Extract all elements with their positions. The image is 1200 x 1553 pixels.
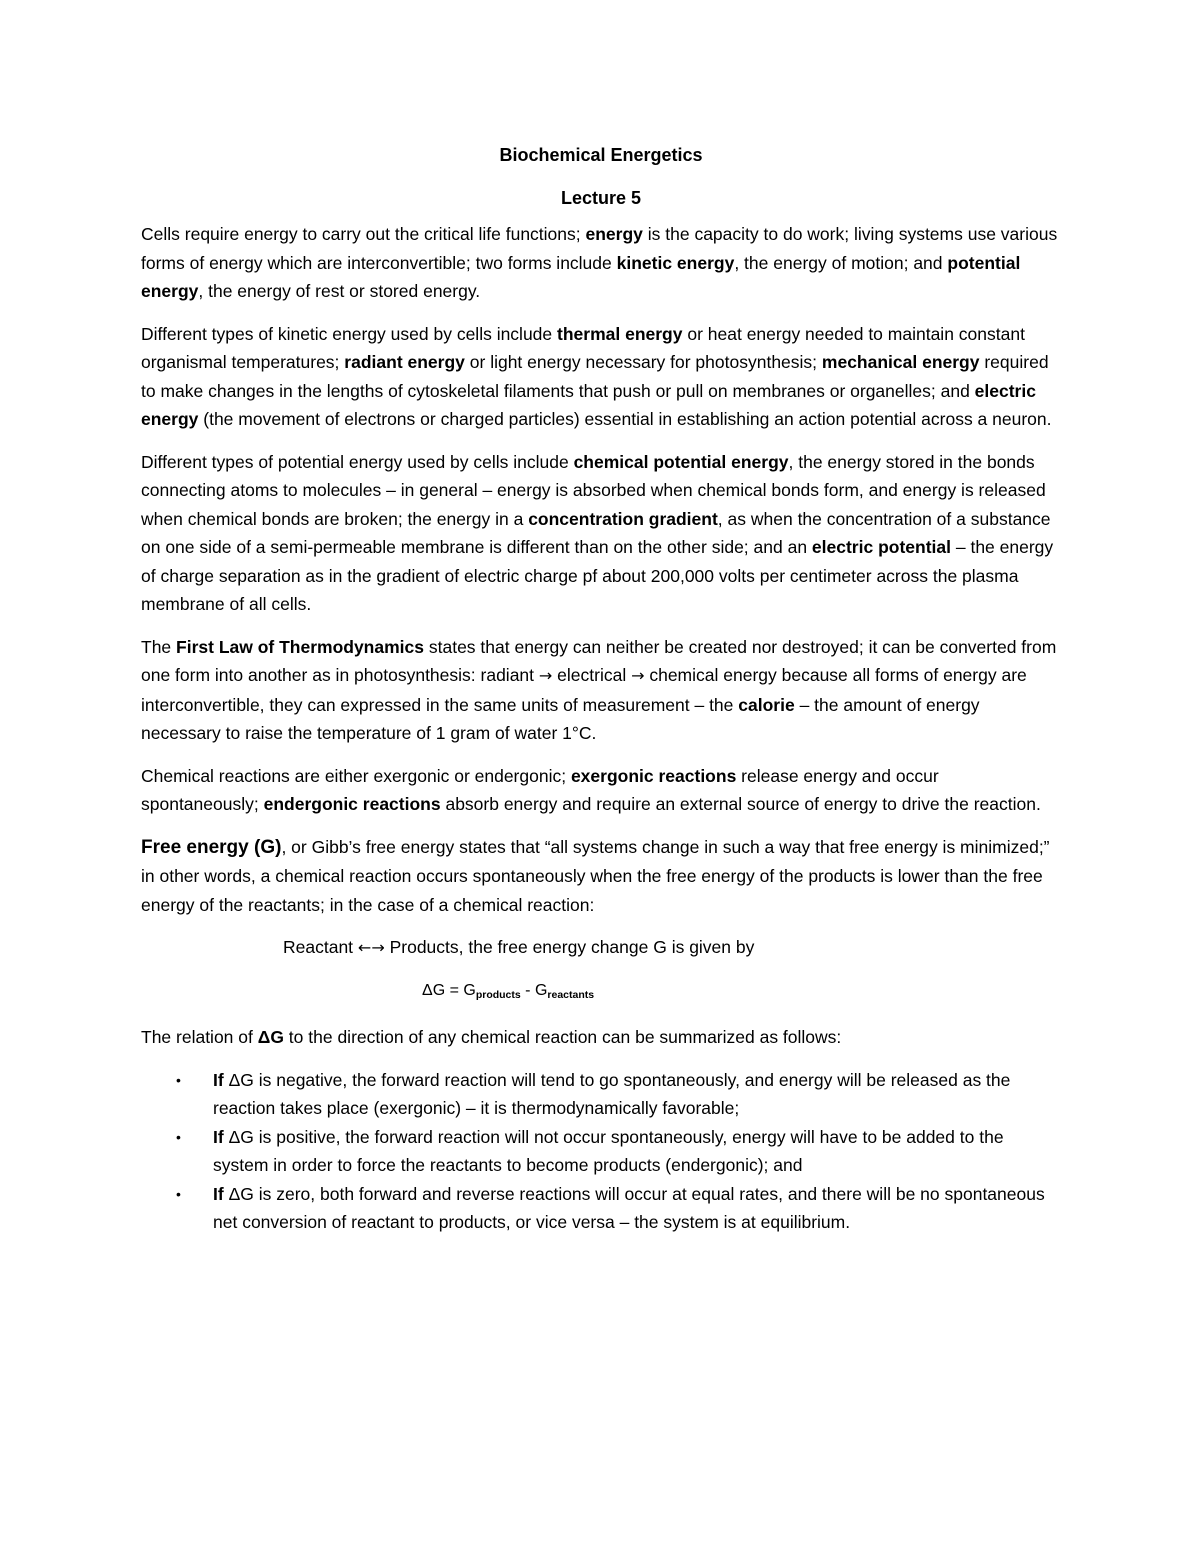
- bullet-icon: •: [176, 1185, 181, 1202]
- paragraph-reaction-types: [141, 762, 1061, 819]
- text: Different types of kinetic energy used by cells include: [141, 323, 558, 344]
- text: – the amount of energy necessary to raise the temperature of 1 gram of water 1°C.: [141, 694, 980, 743]
- term-thermal-energy: thermal energy: [557, 323, 683, 344]
- list-item-text: ΔG is zero, both forward and reverse reactions will occur at equal rates, and there will be no spontaneous net conversion of reactant to products, or vice versa – the system is at equilibrium.: [213, 1183, 1045, 1232]
- subscript-reactants: reactants: [547, 988, 595, 1001]
- text: (the movement of electrons or charged particles) essential in establishing an action potential across a neuron.: [198, 409, 1052, 429]
- list-item: [141, 1123, 1061, 1180]
- text: The: [141, 636, 177, 657]
- term-mechanical-energy: mechanical energy: [821, 352, 980, 372]
- paragraph-energy-forms: [141, 220, 1061, 306]
- term-free-energy: Free energy (G): [141, 836, 282, 858]
- text: absorb energy and require an external source of energy to drive the reaction.: [440, 794, 1041, 814]
- term-calorie: calorie: [738, 694, 795, 715]
- document-page: [141, 138, 1061, 1237]
- text: Products, the free energy change G is given by: [384, 937, 755, 957]
- paragraph-potential-types: [141, 448, 1061, 619]
- delta-g-list: [141, 1066, 1061, 1237]
- text: required to make changes in the lengths of cytoskeletal filaments that push or pull on membranes or organelles; and: [141, 352, 1049, 401]
- text: , the energy stored in the bonds connecting atoms to molecules – in general – energy is absorbed when chemical bonds form, and energy is released when chemical bonds are broken; the energy in a: [141, 451, 1046, 529]
- text: , the energy of rest or stored energy.: [198, 281, 481, 301]
- subscript-products: products: [475, 988, 521, 1001]
- equation-lhs: ΔG = G: [422, 981, 476, 999]
- term-electric-energy: electric energy: [141, 380, 1036, 429]
- list-item: [141, 1180, 1061, 1237]
- term-electric-potential: electric potential: [811, 537, 951, 557]
- term-exergonic: exergonic reactions: [570, 765, 737, 786]
- text: , as when the concentration of a substance on one side of a semi-permeable membrane is different than on the other side; and an: [141, 508, 1051, 557]
- text: or heat energy needed to maintain constant organismal temperatures;: [141, 323, 1025, 372]
- list-item: [141, 1066, 1061, 1123]
- term-radiant-energy: radiant energy: [344, 352, 465, 372]
- term-concentration-gradient: concentration gradient: [528, 508, 718, 529]
- text: is the capacity to do work; living systems use various forms of energy which are interconvertible; two forms include: [141, 224, 1058, 273]
- bullet-icon: •: [176, 1128, 181, 1145]
- document-subtitle: Lecture 5: [560, 188, 642, 208]
- term-chemical-potential-energy: chemical potential energy: [573, 451, 789, 472]
- list-item-text: ΔG is positive, the forward reaction will not occur spontaneously, energy will have to be added to the system in order to force the reactants to become products (endergonic); and: [213, 1126, 1004, 1175]
- paragraph-kinetic-types: [141, 320, 1061, 434]
- text: to the direction of any chemical reaction can be summarized as follows:: [283, 1027, 842, 1047]
- text: The relation of: [141, 1027, 258, 1047]
- text: – the energy of charge separation as in the gradient of electric charge pf about 200,000 volts per centimeter across the plasma membrane of all cells.: [141, 537, 1054, 614]
- reaction-equation: [141, 933, 1061, 963]
- double-arrow-icon: ←→: [357, 938, 385, 957]
- text: Reactant: [283, 937, 358, 957]
- paragraph-first-law: [141, 633, 1061, 748]
- list-item-text: ΔG is negative, the forward reaction will tend to go spontaneously, and energy will be released as the reaction takes place (exergonic) – it is thermodynamically favorable;: [213, 1069, 1011, 1118]
- term-energy: energy: [585, 224, 643, 244]
- list-item-lead: If: [213, 1126, 224, 1147]
- list-item-lead: If: [213, 1183, 224, 1204]
- text: , the energy of motion; and: [734, 252, 948, 273]
- term-first-law: First Law of Thermodynamics: [176, 636, 424, 657]
- right-arrow-icon: →: [631, 666, 645, 685]
- paragraph-relation: [141, 1023, 1061, 1052]
- document-title: Biochemical Energetics: [499, 145, 703, 165]
- term-potential-energy: potential energy: [141, 252, 1021, 301]
- text: electrical: [552, 665, 632, 685]
- equation-mid: - G: [520, 981, 548, 999]
- text: Chemical reactions are either exergonic or endergonic;: [141, 765, 571, 786]
- term-delta-g: ΔG: [257, 1027, 284, 1047]
- bullet-icon: •: [176, 1071, 181, 1088]
- text: or light energy necessary for photosynthesis;: [464, 352, 822, 372]
- delta-g-equation: [141, 977, 1061, 1010]
- term-kinetic-energy: kinetic energy: [616, 252, 735, 273]
- right-arrow-icon: →: [538, 666, 553, 685]
- term-endergonic: endergonic reactions: [263, 794, 441, 814]
- list-item-lead: If: [213, 1069, 224, 1090]
- text: chemical energy because all forms of energy are interconvertible, they can expressed in the same units of measurement – the: [141, 665, 1027, 715]
- paragraph-free-energy: [141, 833, 1061, 920]
- text: Cells require energy to carry out the critical life functions;: [141, 224, 586, 244]
- text: Different types of potential energy used by cells include: [141, 451, 574, 472]
- text: release energy and occur spontaneously;: [141, 765, 939, 814]
- text: , or Gibb’s free energy states that “all systems change in such a way that free energy is minimized;” in other words, a chemical reaction occurs spontaneously when the free energy of the products is lower than the free energy of the reactants; in the case of a chemical reaction:: [141, 836, 1050, 915]
- text: states that energy can neither be created nor destroyed; it can be converted from one form into another as in photosynthesis: radiant: [141, 636, 1057, 685]
